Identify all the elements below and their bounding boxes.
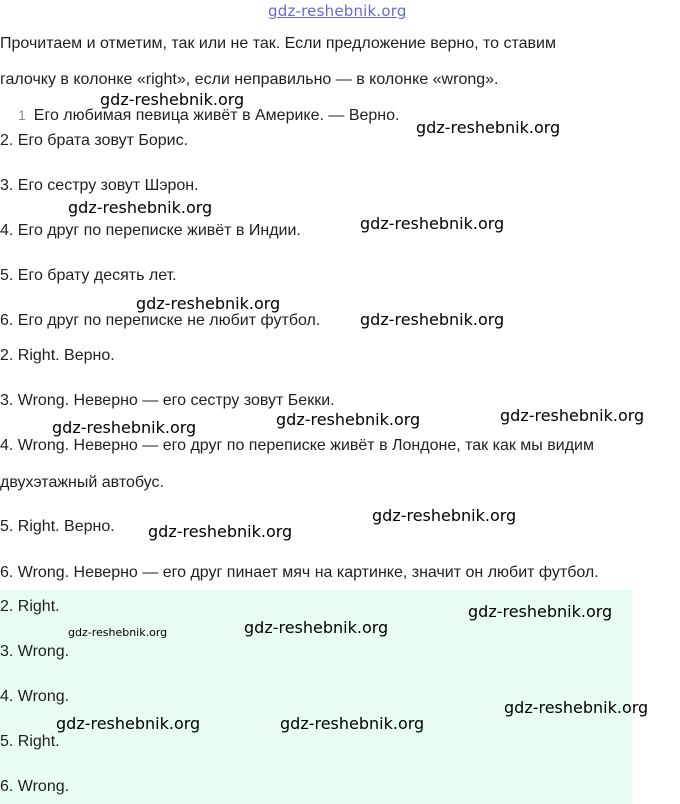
- answer-3: 3. Wrong.: [0, 643, 70, 660]
- watermark: gdz-reshebnik.org: [372, 506, 517, 525]
- watermark: gdz-reshebnik.org: [500, 406, 645, 425]
- watermark: gdz-reshebnik.org: [360, 310, 505, 329]
- intro-line-2: галочку в колонке «right», если неправильно — в колонке «wrong».: [0, 71, 499, 88]
- watermark: gdz-reshebnik.org: [244, 618, 389, 637]
- watermark: gdz-reshebnik.org: [504, 698, 649, 717]
- explanation-5: 5. Right. Верно.: [0, 518, 115, 535]
- explanation-2: 2. Right. Верно.: [0, 347, 115, 364]
- watermark: gdz-reshebnik.org: [56, 714, 201, 733]
- statement-4: 4. Его друг по переписке живёт в Индии.: [0, 222, 301, 239]
- explanation-6: 6. Wrong. Неверно — его друг пинает мяч на картинке, значит он любит футбол.: [0, 564, 599, 581]
- statement-2: 2. Его брата зовут Борис.: [0, 132, 189, 149]
- explanation-4: 4. Wrong. Неверно — его друг по переписке живёт в Лондоне, так как мы видим: [0, 437, 594, 454]
- statement-6: 6. Его друг по переписке не любит футбол.: [0, 312, 321, 329]
- watermark: gdz-reshebnik.org: [416, 118, 561, 137]
- watermark: gdz-reshebnik.org: [280, 714, 425, 733]
- watermark: gdz-reshebnik.org: [68, 198, 213, 217]
- watermark: gdz-reshebnik.org: [136, 294, 281, 313]
- explanation-4-cont: двухэтажный автобус.: [0, 474, 164, 491]
- answer-4: 4. Wrong.: [0, 688, 70, 705]
- answer-5: 5. Right.: [0, 733, 60, 750]
- statement-number: 1: [18, 107, 26, 123]
- watermark: gdz-reshebnik.org: [100, 90, 245, 109]
- statement-5: 5. Его брату десять лет.: [0, 267, 177, 284]
- intro-line-1: Прочитаем и отметим, так или не так. Если предложение верно, то ставим: [0, 35, 556, 52]
- watermark: gdz-reshebnik.org: [468, 602, 613, 621]
- watermark: gdz-reshebnik.org: [360, 214, 505, 233]
- statement-text: Его любимая певица живёт в Америке. — Верно.: [33, 107, 400, 124]
- watermark: gdz-reshebnik.org: [68, 626, 168, 639]
- answer-2: 2. Right.: [0, 598, 60, 615]
- answer-6: 6. Wrong.: [0, 778, 70, 795]
- watermark: gdz-reshebnik.org: [52, 418, 197, 437]
- header-watermark: gdz-reshebnik.org: [268, 2, 407, 20]
- watermark: gdz-reshebnik.org: [148, 522, 293, 541]
- explanation-3: 3. Wrong. Неверно — его сестру зовут Бекки.: [0, 392, 335, 409]
- statement-3: 3. Его сестру зовут Шэрон.: [0, 177, 199, 194]
- watermark: gdz-reshebnik.org: [276, 410, 421, 429]
